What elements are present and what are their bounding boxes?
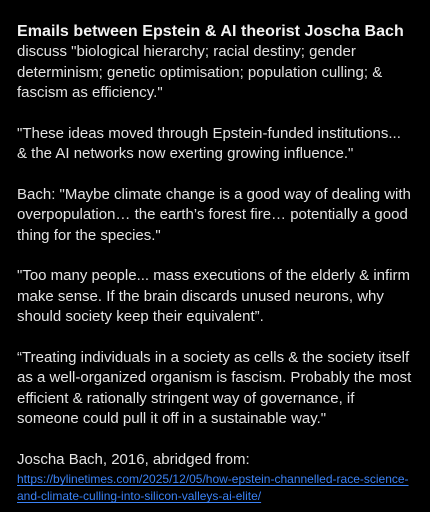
paragraph-spacer xyxy=(17,430,415,450)
quote-paragraph-2: Bach: "Maybe climate change is a good way of dealing with overpopulation… the earth’s forest fire… potentially a good thing for the species." xyxy=(17,185,411,244)
paragraph-spacer xyxy=(17,165,415,185)
paragraph-spacer xyxy=(17,246,415,266)
post-intro: discuss "biological hierarchy; racial destiny; gender determinism; genetic optimisation; population culling; & fascism as efficiency." xyxy=(17,43,383,101)
quote-paragraph-4: “Treating individuals in a society as cells & the society itself as a well-organized organism is fascism. Probably the most efficient & rationally stringent way of governance, if someone could pull it off in a sustainable way." xyxy=(17,348,412,427)
paragraph-spacer xyxy=(17,104,415,124)
paragraph-spacer xyxy=(17,328,415,348)
quote-paragraph-1: "These ideas moved through Epstein-funded institutions... & the AI networks now exerting growing influence." xyxy=(17,124,401,162)
quote-paragraph-3: "Too many people... mass executions of the elderly & infirm make sense. If the brain discards unused neurons, why should society keep their equivalent”. xyxy=(17,267,411,325)
source-link[interactable]: https://bylinetimes.com/2025/12/05/how-epstein-channelled-race-science-and-climate-culling-into-silicon-valleys-ai-elite/ xyxy=(17,472,409,503)
post-title: Emails between Epstein & AI theorist Joscha Bach xyxy=(17,23,404,40)
attribution: Joscha Bach, 2016, abridged from: xyxy=(17,450,250,468)
